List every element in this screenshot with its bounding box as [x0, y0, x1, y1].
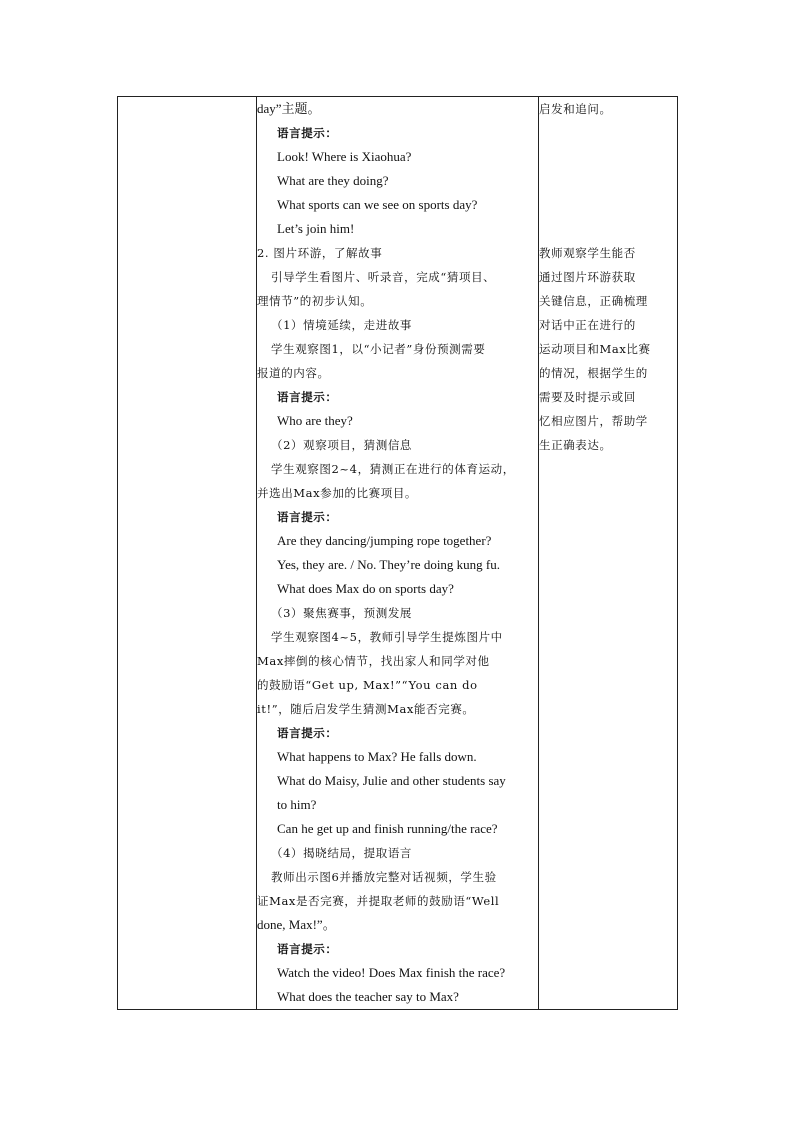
activity-line: What does the teacher say to Max? — [277, 989, 459, 1004]
activity-line: 报道的内容。 — [257, 366, 330, 380]
activity-line: Yes, they are. / No. They’re doing kung fu. — [277, 557, 501, 572]
activity-line: 学生观察图1，以“小记者”身份预测需要 — [271, 342, 486, 356]
assessment-lines-mid — [539, 241, 677, 457]
activity-line: 学生观察图4~5，教师引导学生提炼图片中 — [271, 630, 503, 644]
activity-line: 教师出示图6并播放完整对话视频，学生验 — [271, 870, 497, 884]
assessment-line: 需要及时提示或回 — [539, 390, 636, 404]
activity-line: （1）情境延续，走进故事 — [271, 318, 413, 332]
activity-line: What does Max do on sports day? — [277, 581, 454, 596]
assessment-line: 对话中正在进行的 — [539, 318, 636, 332]
activity-line: it!”，随后启发学生猜测Max能否完赛。 — [257, 702, 475, 716]
activity-line: 证Max是否完赛，并提取老师的鼓励语“Well — [257, 894, 500, 908]
activity-line: What are they doing? — [277, 173, 389, 188]
activity-line: 语言提示： — [277, 390, 338, 404]
activity-line: 语言提示： — [277, 942, 338, 956]
activity-line: Max摔倒的核心情节，找出家人和同学对他 — [257, 654, 490, 668]
activity-line: day”主题。 — [257, 101, 321, 116]
assessment-line: 关键信息，正确梳理 — [539, 294, 648, 308]
assessment-column-cell — [539, 97, 678, 1010]
activity-line: 的鼓励语“Get up, Max!”“You can do — [257, 678, 478, 692]
assessment-line: 通过图片环游获取 — [539, 270, 636, 284]
activity-line: 学生观察图2~4，猜测正在进行的体育运动， — [271, 462, 515, 476]
activity-line: Let’s join him! — [277, 221, 355, 236]
activity-line: （3）聚焦赛事，预测发展 — [271, 606, 413, 620]
activity-line: What happens to Max? He falls down. — [277, 749, 477, 764]
activity-line: 语言提示： — [277, 510, 338, 524]
activity-line: 理情节”的初步认知。 — [257, 294, 373, 308]
activity-line: 语言提示： — [277, 126, 338, 140]
table-row — [118, 97, 678, 1010]
activity-line: Look! Where is Xiaohua? — [277, 149, 412, 164]
activity-line: Are they dancing/jumping rope together? — [277, 533, 492, 548]
assessment-line: 的情况，根据学生的 — [539, 366, 648, 380]
lesson-plan-table — [117, 96, 678, 1010]
assessment-line: 启发和追问。 — [539, 102, 612, 116]
assessment-line: 忆相应图片，帮助学 — [539, 414, 648, 428]
activity-line: Who are they? — [277, 413, 353, 428]
activity-line: to him? — [277, 797, 317, 812]
activity-line: 语言提示： — [277, 726, 338, 740]
activity-column-cell — [257, 97, 539, 1010]
left-column-cell — [118, 97, 257, 1010]
assessment-line: 运动项目和Max比赛 — [539, 342, 651, 356]
activity-line: 2. 图片环游，了解故事 — [257, 246, 383, 260]
activity-line: What do Maisy, Julie and other students say — [277, 773, 506, 788]
activity-lines — [257, 97, 538, 1009]
activity-line: （4）揭晓结局，提取语言 — [271, 846, 413, 860]
assessment-lines-top — [539, 97, 677, 121]
activity-line: Can he get up and finish running/the race? — [277, 821, 498, 836]
assessment-line: 教师观察学生能否 — [539, 246, 636, 260]
activity-line: Watch the video! Does Max finish the race? — [277, 965, 506, 980]
activity-line: 并选出Max参加的比赛项目。 — [257, 486, 418, 500]
activity-line: done, Max!”。 — [257, 917, 336, 932]
activity-line: What sports can we see on sports day? — [277, 197, 478, 212]
assessment-line: 生正确表达。 — [539, 438, 612, 452]
activity-line: 引导学生看图片、听录音，完成“猜项目、 — [271, 270, 496, 284]
activity-line: （2）观察项目，猜测信息 — [271, 438, 413, 452]
